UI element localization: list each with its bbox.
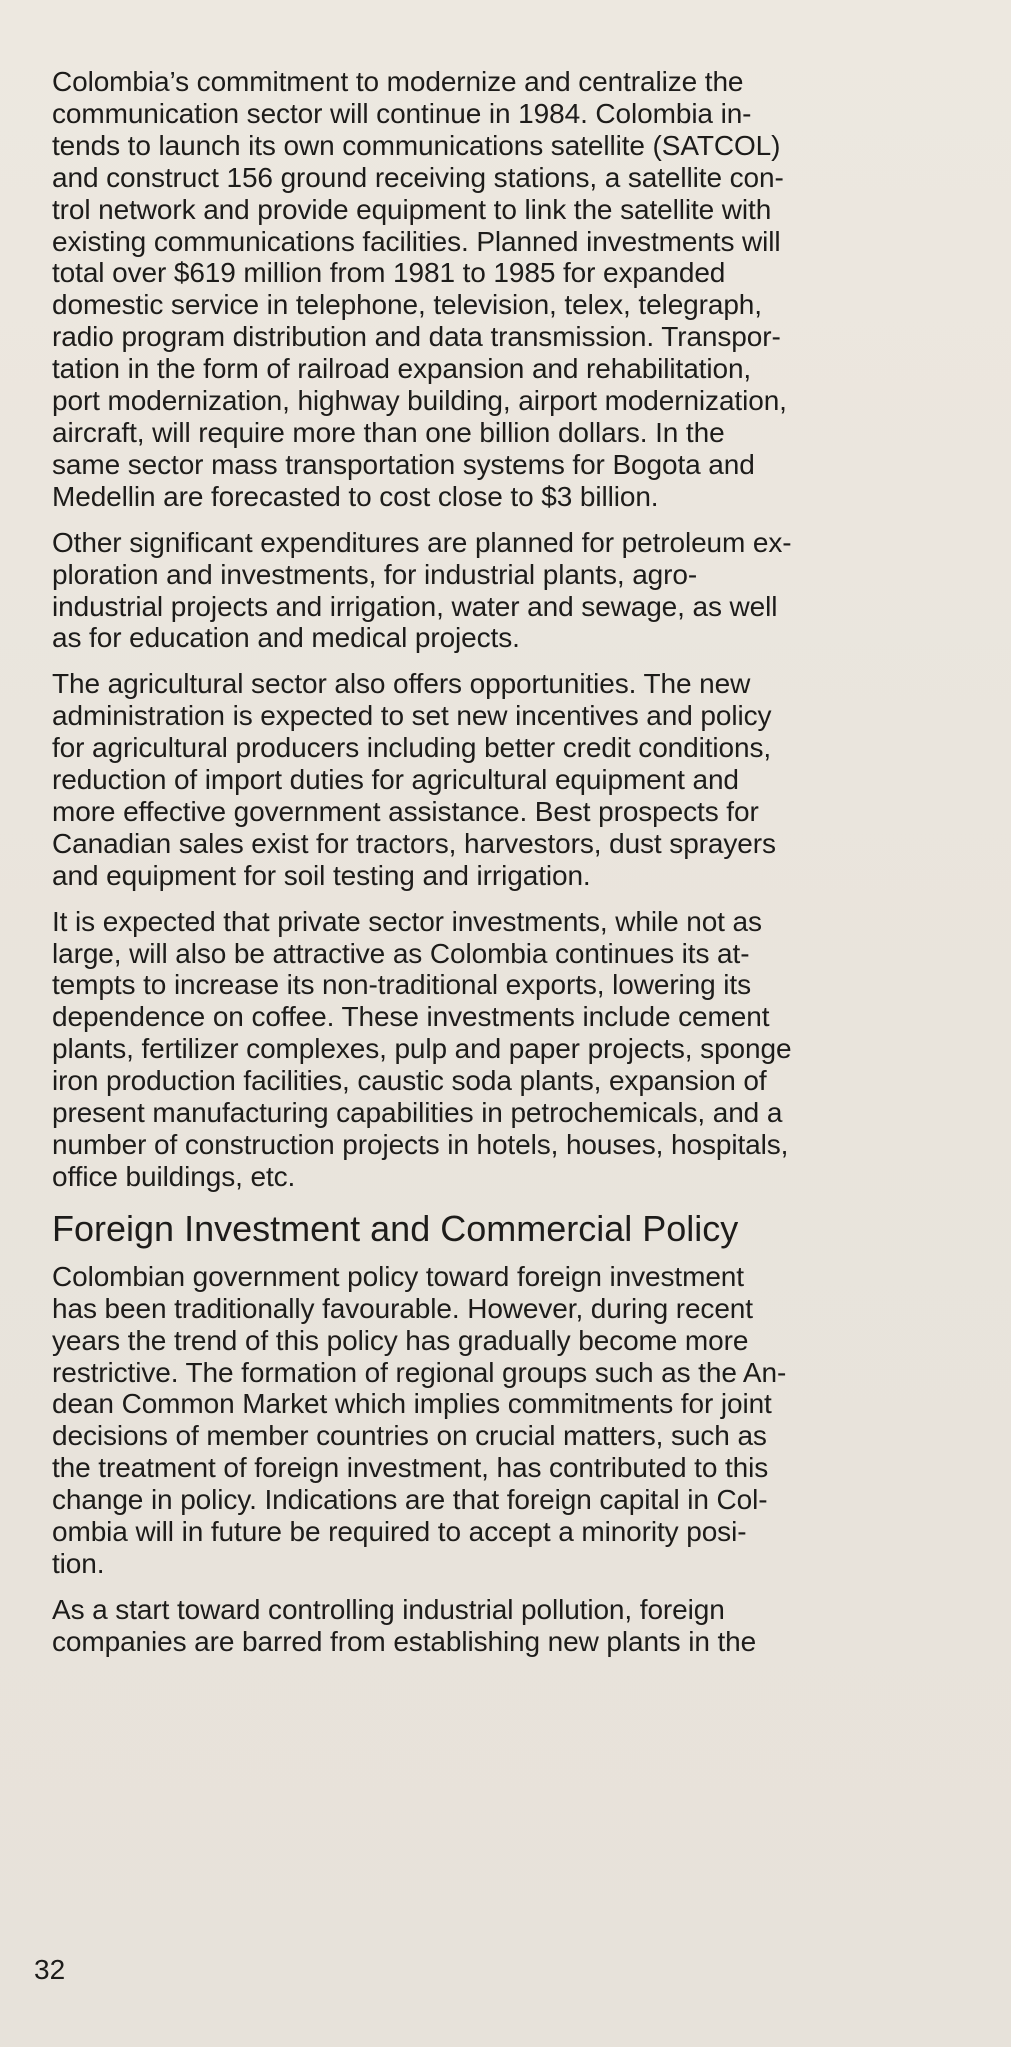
text-line: existing communications facilities. Planned investments will	[52, 225, 781, 257]
text-line: companies are barred from establishing new plants in the	[52, 1625, 757, 1657]
text-line: communication sector will continue in 1984. Colombia in-	[52, 97, 752, 129]
text-line: dependence on coffee. These investments include cement	[52, 1001, 770, 1033]
text-line: port modernization, highway building, airport modernization,	[52, 385, 787, 417]
text-line: plants, fertilizer complexes, pulp and paper projects, sponge	[52, 1033, 792, 1065]
text-line: tends to launch its own communications satellite (SATCOL)	[52, 129, 781, 161]
text-line: and equipment for soil testing and irrigation.	[52, 859, 591, 891]
text-line: tion.	[52, 1547, 105, 1579]
text-line: It is expected that private sector investments, while not as	[52, 905, 762, 937]
text-line: Medellin are forecasted to cost close to $3 billion.	[52, 480, 659, 512]
text-line: decisions of member countries on crucial matters, such as	[52, 1420, 767, 1452]
text-line: same sector mass transportation systems for Bogota and	[52, 448, 755, 480]
text-line: number of construction projects in hotels, houses, hospitals,	[52, 1129, 789, 1160]
text-line: dean Common Market which implies commitments for joint	[52, 1388, 772, 1420]
text-line: total over $619 million from 1981 to 1985 for expanded	[52, 257, 726, 289]
text-line: more effective government assistance. Best prospects for	[52, 795, 759, 827]
text-line: office buildings, etc.	[52, 1160, 296, 1192]
paragraph	[52, 66, 972, 513]
text-line: As a start toward controlling industrial pollution, foreign	[52, 1593, 725, 1625]
text-line: years the trend of this policy has gradually become more	[52, 1324, 749, 1356]
text-line: tation in the form of railroad expansion and rehabilitation,	[52, 353, 752, 385]
text-line: Other significant expenditures are planned for petroleum ex-	[52, 526, 792, 558]
text-line: Colombia’s commitment to modernize and centralize the	[52, 66, 744, 97]
text-line: The agricultural sector also offers opportunities. The new	[52, 668, 751, 700]
text-line: and construct 156 ground receiving stations, a satellite con-	[52, 161, 784, 193]
text-line: for agricultural producers including better credit conditions,	[52, 732, 772, 764]
text-line: iron production facilities, caustic soda plants, expansion of	[52, 1065, 767, 1097]
text-line: restrictive. The formation of regional groups such as the An-	[52, 1356, 787, 1388]
text-line: as for education and medical projects.	[52, 622, 520, 654]
page-number: 32	[34, 1954, 66, 1985]
paragraph	[52, 906, 972, 1193]
text-line: domestic service in telephone, television, telex, telegraph,	[52, 289, 762, 321]
text-line: Colombian government policy toward foreign investment	[52, 1260, 744, 1292]
text-line: radio program distribution and data transmission. Transpor-	[52, 321, 781, 353]
text-line: the treatment of foreign investment, has contributed to this	[52, 1452, 769, 1484]
text-line: present manufacturing capabilities in petrochemicals, and a	[52, 1097, 783, 1129]
text-line: change in policy. Indications are that foreign capital in Col-	[52, 1484, 768, 1516]
text-line: trol network and provide equipment to link the satellite with	[52, 193, 772, 225]
bottom-paragraphs	[52, 1261, 972, 1658]
text-line: administration is expected to set new incentives and policy	[52, 700, 772, 732]
text-line: ploration and investments, for industrial plants, agro-	[52, 558, 698, 590]
section-heading: Foreign Investment and Commercial Policy	[52, 1207, 739, 1249]
text-line: industrial projects and irrigation, water and sewage, as well	[52, 590, 778, 622]
text-line: tempts to increase its non-traditional exports, lowering its	[52, 969, 751, 1001]
text-line: reduction of import duties for agricultural equipment and	[52, 764, 739, 796]
page-content	[52, 66, 972, 1672]
top-paragraphs	[52, 66, 972, 1193]
paragraph	[52, 527, 972, 655]
text-line: Canadian sales exist for tractors, harvestors, dust sprayers	[52, 827, 776, 859]
text-line: ombia will in future be required to accept a minority posi-	[52, 1516, 747, 1548]
text-line: has been traditionally favourable. However, during recent	[52, 1292, 753, 1324]
paragraph	[52, 1261, 972, 1580]
text-line: aircraft, will require more than one billion dollars. In the	[52, 416, 725, 448]
text-line: large, will also be attractive as Colombia continues its at-	[52, 937, 750, 969]
paragraph	[52, 668, 972, 891]
paragraph	[52, 1594, 972, 1658]
